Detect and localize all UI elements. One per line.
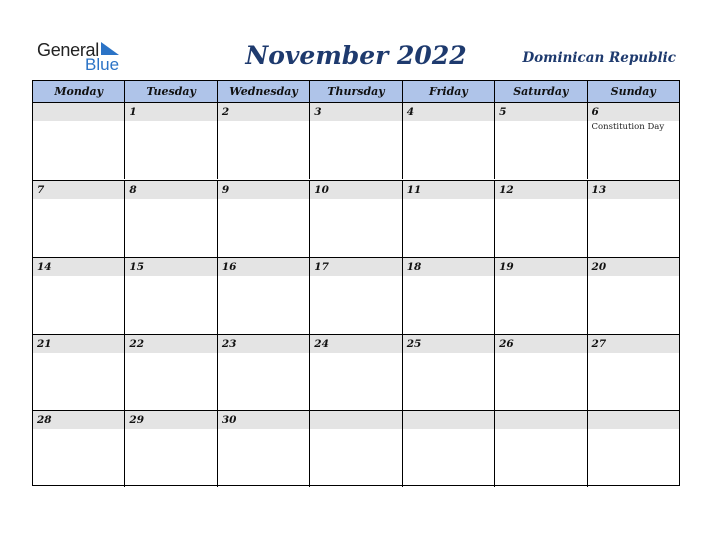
day-cell[interactable]	[217, 335, 309, 410]
day-cell[interactable]	[494, 181, 586, 257]
day-number: 20	[591, 261, 607, 273]
day-number-band	[403, 103, 494, 121]
country-name: Dominican Republic	[522, 50, 676, 66]
day-cell[interactable]	[587, 258, 679, 334]
day-number-band	[403, 411, 494, 429]
day-cell[interactable]	[309, 258, 401, 334]
calendar-weeks	[33, 103, 679, 485]
day-number-band	[310, 411, 401, 429]
day-cell[interactable]	[494, 103, 586, 179]
day-cell[interactable]	[124, 335, 216, 410]
day-number: 25	[406, 338, 422, 350]
day-cell[interactable]	[124, 103, 216, 179]
day-number: 29	[129, 414, 145, 426]
day-cell[interactable]	[217, 103, 309, 179]
weekday-header-thursday: Thursday	[309, 81, 401, 102]
day-number: 8	[129, 184, 137, 196]
day-number: 18	[406, 261, 422, 273]
day-number-band	[495, 411, 586, 429]
day-cell[interactable]	[124, 181, 216, 257]
weekday-header-wednesday: Wednesday	[217, 81, 309, 102]
day-cell[interactable]	[33, 258, 124, 334]
day-number-band	[310, 103, 401, 121]
holiday-label: Constitution Day	[591, 122, 665, 132]
logo-flag-icon	[100, 42, 120, 56]
day-cell[interactable]	[124, 411, 216, 487]
weekday-header-saturday: Saturday	[494, 81, 586, 102]
day-number-band	[125, 103, 216, 121]
day-number: 4	[406, 106, 414, 118]
day-number: 27	[591, 338, 607, 350]
day-number: 11	[406, 184, 422, 196]
week-row	[33, 410, 679, 487]
calendar-title: November 2022	[245, 41, 467, 70]
day-number: 12	[499, 184, 514, 196]
logo-text-general: General	[37, 40, 99, 60]
day-number-band	[218, 103, 309, 121]
day-number: 10	[314, 184, 329, 196]
day-number-band	[588, 411, 679, 429]
day-cell[interactable]	[33, 181, 124, 257]
day-cell[interactable]	[494, 258, 586, 334]
day-cell[interactable]	[587, 335, 679, 410]
day-number: 28	[37, 414, 52, 426]
day-number: 14	[37, 261, 52, 273]
day-cell[interactable]	[309, 181, 401, 257]
day-cell[interactable]	[309, 411, 401, 487]
day-number-band	[495, 103, 586, 121]
day-number: 13	[591, 184, 607, 196]
day-number: 19	[499, 261, 514, 273]
day-cell[interactable]	[402, 181, 494, 257]
day-number: 3	[314, 106, 322, 118]
day-number: 23	[221, 338, 237, 350]
week-row	[33, 257, 679, 334]
weekday-header-tuesday: Tuesday	[124, 81, 216, 102]
day-cell[interactable]	[124, 258, 216, 334]
day-cell[interactable]	[402, 258, 494, 334]
day-number-band	[33, 103, 124, 121]
day-number: 2	[221, 106, 230, 118]
day-cell[interactable]	[587, 411, 679, 487]
weekday-header-friday: Friday	[402, 81, 494, 102]
day-cell[interactable]	[309, 335, 401, 410]
week-row	[33, 334, 679, 410]
day-number-band	[33, 181, 124, 199]
day-cell[interactable]	[33, 335, 124, 410]
generalblue-logo	[37, 40, 137, 74]
day-number: 5	[499, 106, 507, 118]
day-cell[interactable]	[494, 335, 586, 410]
day-number: 22	[129, 338, 145, 350]
day-number: 6	[591, 106, 599, 118]
day-number: 24	[314, 338, 329, 350]
weekday-header-row	[33, 81, 679, 103]
week-row	[33, 180, 679, 257]
day-number: 17	[314, 261, 329, 273]
day-number: 15	[129, 261, 145, 273]
day-cell[interactable]	[217, 411, 309, 487]
day-number: 30	[221, 414, 237, 426]
day-cell[interactable]	[587, 103, 679, 179]
day-cell[interactable]	[402, 103, 494, 179]
day-cell[interactable]	[217, 258, 309, 334]
day-cell[interactable]	[402, 411, 494, 487]
day-cell[interactable]	[402, 335, 494, 410]
day-cell[interactable]	[33, 411, 124, 487]
day-number: 7	[37, 184, 45, 196]
month-calendar-grid	[32, 80, 680, 486]
day-cell[interactable]	[309, 103, 401, 179]
weekday-header-monday: Monday	[54, 85, 104, 98]
day-number: 9	[221, 184, 230, 196]
weekday-header-sunday: Sunday	[587, 81, 679, 102]
day-number: 1	[129, 106, 137, 118]
day-number: 26	[499, 338, 514, 350]
day-cell[interactable]	[587, 181, 679, 257]
day-number-band	[125, 181, 216, 199]
day-number: 21	[37, 338, 52, 350]
day-cell[interactable]	[33, 103, 124, 179]
day-cell[interactable]	[494, 411, 586, 487]
day-number-band	[218, 181, 309, 199]
day-cell[interactable]	[217, 181, 309, 257]
day-number-band	[588, 103, 679, 121]
day-number: 16	[221, 261, 237, 273]
week-row	[33, 103, 679, 179]
logo-text-blue: Blue	[85, 55, 120, 74]
